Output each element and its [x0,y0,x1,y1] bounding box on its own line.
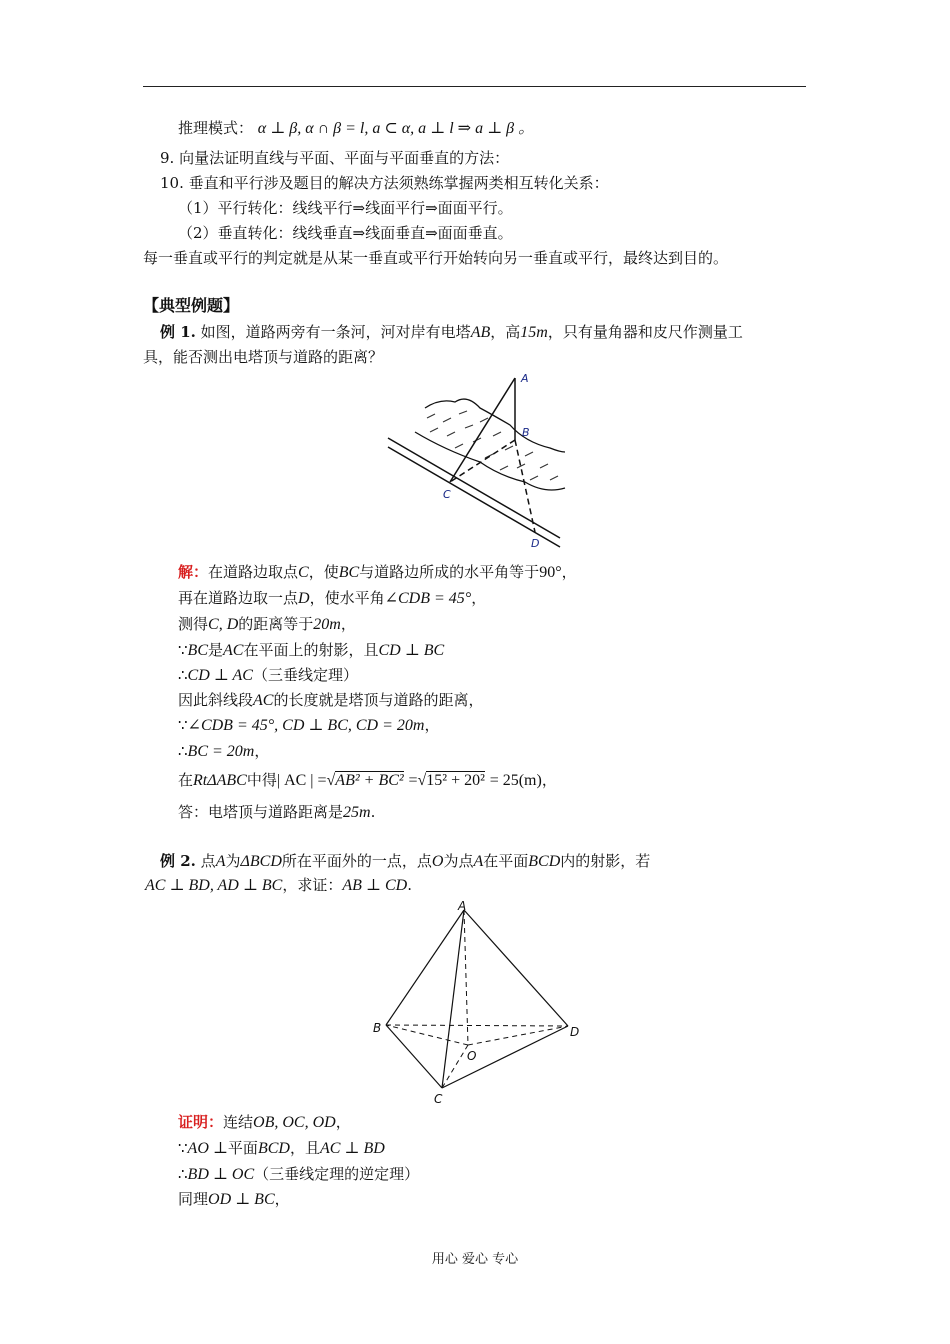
river-bank-near [415,432,565,490]
river-bank-far [425,399,565,452]
step-text: 的距离等于 [238,615,314,633]
step-text: 所在平面外的一点，点 [281,852,432,870]
item-10-perpendicular: （2）垂直转化：线线垂直⇒线面垂直⇒面面垂直。 [178,224,513,242]
step-math: C, D [208,616,239,633]
step-math: BCD [528,853,561,870]
solution-step4 [178,640,444,661]
solution-step1 [178,562,577,583]
sqrt-radicand-2: 15² + 20² [426,772,485,789]
step-math: D [298,590,310,607]
edge-ad [464,910,568,1026]
road-edge-2 [388,447,560,547]
fig1-label-d: D [531,537,540,550]
step-math: A [473,853,484,870]
example1-line1 [160,322,743,343]
step-text: 测得 [178,615,209,633]
reasoning-pattern-line [178,118,534,139]
step-math: ΔBCD [240,853,282,870]
page-footer: 用心 爱心 专心 [431,1252,519,1267]
step-text: 中得 [246,771,277,789]
proof-step2 [178,1138,385,1159]
step-text: （三垂线定理） [252,666,358,684]
solution-step8 [178,741,269,762]
step-text: 在平面 [483,852,529,870]
example2-line2 [145,875,412,896]
step-text: （三垂线定理的逆定理） [254,1165,420,1183]
step-text: ， [561,563,577,581]
tower-ab: AB [470,324,491,341]
example2-figure [370,898,585,1108]
solution-step3 [178,614,356,635]
step-math: RtΔABC [193,772,247,789]
edge-bc [386,1025,442,1088]
item-10: 10. 垂直和平行涉及题目的解决方法须熟练掌握两类相互转化关系： [160,174,609,192]
step-math: O [431,853,444,870]
step-math: BCD [257,1140,290,1157]
fig2-label-o: O [467,1049,477,1063]
fig2-label-c: C [434,1092,443,1106]
example1-text: ，只有量角器和皮尺作测量工 [547,323,743,341]
solution-step7 [178,715,439,736]
segment-ac [450,378,515,482]
step-math: 20m [313,616,341,633]
example2-label: 例 2. [160,852,196,870]
step-text: 为 [225,852,241,870]
step-math: BC = 20m [187,743,255,760]
step-text: 同理 [178,1190,209,1208]
step-text: ， [340,615,356,633]
step-text: ，使水平角 [309,589,385,607]
step-text: 为点 [443,852,474,870]
step-text: 与道路边所成的水平角等于 [359,563,540,581]
step-text: ， [541,771,557,789]
step-text: 在 [178,771,194,789]
fig2-label-b: B [373,1021,382,1035]
step-math: AC [223,642,244,659]
proof-step4 [178,1189,290,1210]
step-math: 25m [343,804,371,821]
summary-line: 每一垂直或平行的判定就是从某一垂直或平行开始转向另一垂直或平行，最终达到目的。 [143,249,729,267]
sqrt-radicand-1: AB² + BC² [335,772,404,789]
proof-label: 证明： [178,1113,224,1131]
step-text: ， [424,716,440,734]
sqrt-sign: √ [326,772,336,789]
step-text: 内的射影，若 [560,852,651,870]
fig2-label-a: A [458,899,467,913]
solution-step6 [178,690,483,711]
step-math: = 25(m) [489,772,542,789]
step-text: 连结 [223,1113,254,1131]
step-math: C [298,564,309,581]
header-rule [143,86,806,87]
step-text: 的长度就是塔顶与道路的距离， [273,691,484,709]
edge-ob [386,1025,468,1045]
step-math: BC [187,642,208,659]
step-text: 在道路边取点 [208,563,299,581]
reasoning-pattern-label: 推理模式： [178,119,254,137]
step-math: BC [338,564,360,581]
step-text: . [407,876,412,894]
step-text: 因此斜线段 [178,691,254,709]
fig2-label-d: D [570,1025,580,1039]
step-math: AB ⊥ CD [342,877,408,894]
step-math: A [215,853,226,870]
solution-step2 [178,588,486,609]
step-math: AC ⊥ BD, AD ⊥ BC [145,877,283,894]
step-math: CD ⊥ BC [378,642,445,659]
step-text: ， [254,742,270,760]
solution-step5 [178,665,358,686]
step-text: ，使 [308,563,339,581]
example1-label: 例 1. [160,323,196,341]
step-text: ∵ [178,641,188,659]
step-math: | AC | = [276,772,327,789]
step-text: 点 [200,852,216,870]
item-9: 9. 向量法证明直线与平面、平面与平面垂直的方法： [160,149,510,167]
step-math: = [408,772,418,789]
step-text: 在平面上的射影，且 [243,641,379,659]
example1-figure [385,370,570,552]
example1-line2: 具，能否测出电塔顶与道路的距离？ [143,348,384,366]
step-math: CD ⊥ AC [187,667,253,684]
edge-bd [386,1025,568,1026]
step-text: . [370,803,376,821]
step-math: AO ⊥ [187,1140,228,1157]
edge-od [468,1026,568,1045]
step-text: ∴ [178,1165,188,1183]
example1-text: ，高 [490,323,521,341]
step-text: ∵ [178,716,188,734]
solution-label: 解： [178,563,209,581]
step-text: ， [274,1190,290,1208]
step-math: BD ⊥ OC [187,1166,255,1183]
road-edge-1 [388,438,560,538]
proof-step1 [178,1112,351,1133]
step-text: ， [335,1113,351,1131]
proof-step3 [178,1164,419,1185]
step-text: ，求证： [282,876,343,894]
step-math: ∠CDB = 45°, CD ⊥ BC, CD = 20m [187,717,425,734]
reasoning-pattern-formula: α ⊥ β, α ∩ β = l, a ⊂ α, a ⊥ l ⇒ a ⊥ β 。 [257,120,535,137]
step-text: ∵ [178,1139,188,1157]
step-text: ∴ [178,666,188,684]
fig1-label-c: C [443,488,451,501]
fig1-label-b: B [522,426,530,439]
step-math: OB, OC, OD [253,1114,336,1131]
step-text: ∴ [178,742,188,760]
step-text: ， [471,589,487,607]
edge-ao [464,910,468,1045]
solution-answer [178,802,375,823]
step-text: 是 [208,641,224,659]
step-text: 平面 [227,1139,258,1157]
fig1-label-a: A [521,372,529,385]
step-math: 90° [539,564,562,581]
step-text: ，且 [289,1139,320,1157]
step-math: AC ⊥ BD [319,1140,385,1157]
tower-height: 15m [520,324,548,341]
item-10-parallel: （1）平行转化：线线平行⇒线面平行⇒面面平行。 [178,199,513,217]
step-math: OD ⊥ BC [208,1191,275,1208]
step-math: ∠CDB = 45° [384,590,472,607]
solution-step9 [178,770,557,791]
example2-line1 [160,851,650,872]
sqrt-sign: √ [417,772,427,789]
example1-text: 如图，道路两旁有一条河，河对岸有电塔 [200,323,471,341]
step-math: AC [253,692,274,709]
section-title: 【典型例题】 [143,296,240,315]
step-text: 再在道路边取一点 [178,589,299,607]
step-text: 答：电塔顶与道路距离是 [178,803,344,821]
